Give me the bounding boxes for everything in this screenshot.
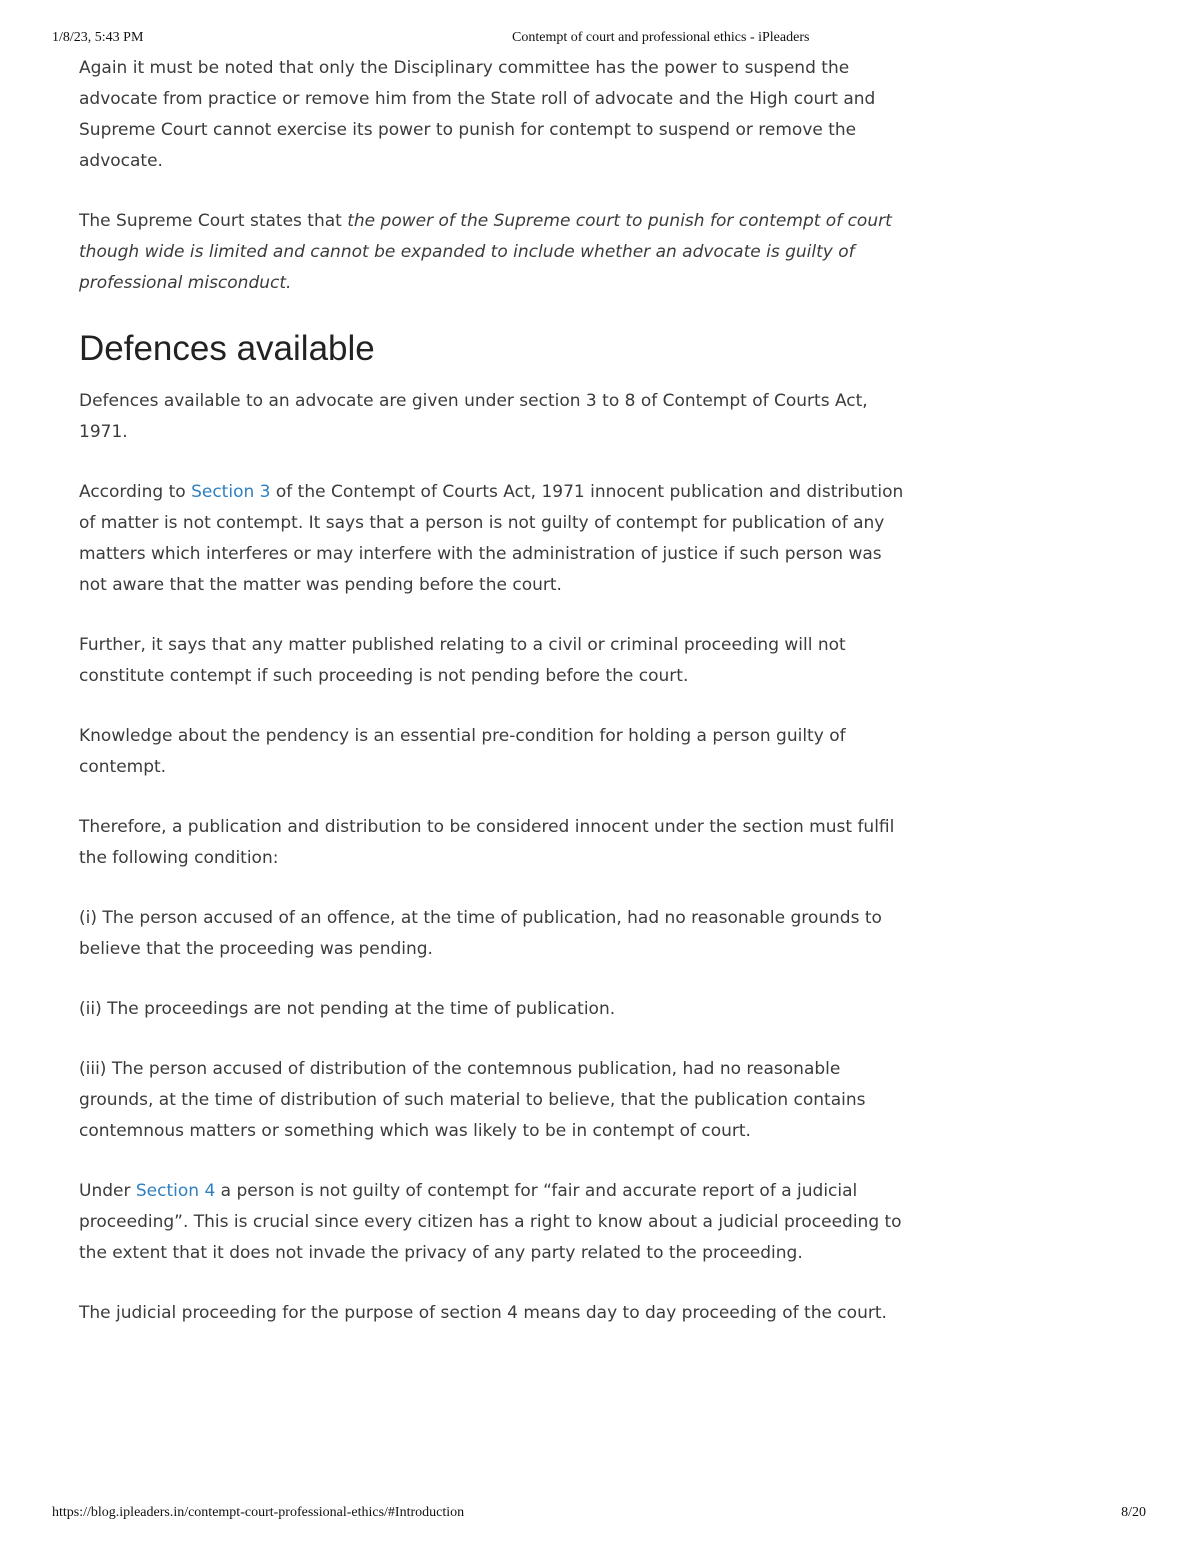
page-url: https://blog.ipleaders.in/contempt-court-professional-ethics/#Introduction <box>52 1505 465 1520</box>
paragraph-text: a person is not guilty of contempt for “fair and accurate report of a judicial proceeding”. This is crucial since every citizen has a right to know about a judicial proceeding to the extent that it does not invade the privacy of any party related to the proceeding. <box>79 1181 902 1263</box>
paragraph-text: of the Contempt of Courts Act, 1971 innocent publication and distribution of matter is not contempt. It says that a person is not guilty of contempt for publication of any matters which interferes or may interfere with the administration of justice if such person was not aware that the matter was pending before the court. <box>79 482 904 595</box>
print-date: 1/8/23, 5:43 PM <box>52 30 144 45</box>
paragraph-supreme-court-statement <box>79 206 909 299</box>
print-page-title: Contempt of court and professional ethics - iPleaders <box>512 30 810 45</box>
section-3-link[interactable]: Section 3 <box>191 482 271 502</box>
paragraph-section-4 <box>79 1176 909 1269</box>
paragraph-section-3 <box>79 477 909 601</box>
paragraph-disciplinary-committee: Again it must be noted that only the Disciplinary committee has the power to suspend the advocate from practice or remove him from the State roll of advocate and the High court and Supreme Court cannot exercise its power to punish for contempt to suspend or remove the advocate. <box>79 58 876 171</box>
paragraph-defences-intro: Defences available to an advocate are given under section 3 to 8 of Contempt of Courts Act, 1971. <box>79 391 868 442</box>
paragraph-civil-criminal: Further, it says that any matter published relating to a civil or criminal proceeding will not constitute contempt if such proceeding is not pending before the court. <box>79 635 846 686</box>
article-body <box>79 53 909 1358</box>
section-4-link[interactable]: Section 4 <box>135 1181 216 1201</box>
page-number: 8/20 <box>1121 1505 1146 1520</box>
paragraph-lead-text: The Supreme Court states that <box>79 211 348 231</box>
condition-item-3: (iii) The person accused of distribution of the contemnous publication, had no reasonable grounds, at the time of distribution of such material to believe, that the publication contains contemnous matters or something which was likely to be in contempt of court. <box>79 1059 866 1141</box>
section-heading-defences: Defences available <box>79 329 375 368</box>
condition-item-1: (i) The person accused of an offence, at the time of publication, had no reasonable grounds to believe that the proceeding was pending. <box>79 908 882 959</box>
quoted-holding: the power of the Supreme court to punish for contempt of court though wide is limited and cannot be expanded to include whether an advocate is guilty of professional misconduct. <box>79 211 892 293</box>
paragraph-judicial-proceeding: The judicial proceeding for the purpose of section 4 means day to day proceeding of the court. <box>79 1303 887 1323</box>
paragraph-text: According to <box>79 482 192 502</box>
paragraph-conditions-intro: Therefore, a publication and distribution to be considered innocent under the section must fulfil the following condition: <box>79 817 895 868</box>
paragraph-text: Under <box>79 1181 136 1201</box>
print-header <box>0 30 1200 50</box>
condition-item-2: (ii) The proceedings are not pending at the time of publication. <box>79 999 616 1019</box>
print-footer <box>0 1505 1200 1525</box>
paragraph-knowledge-pendency: Knowledge about the pendency is an essential pre-condition for holding a person guilty of contempt. <box>79 726 846 777</box>
